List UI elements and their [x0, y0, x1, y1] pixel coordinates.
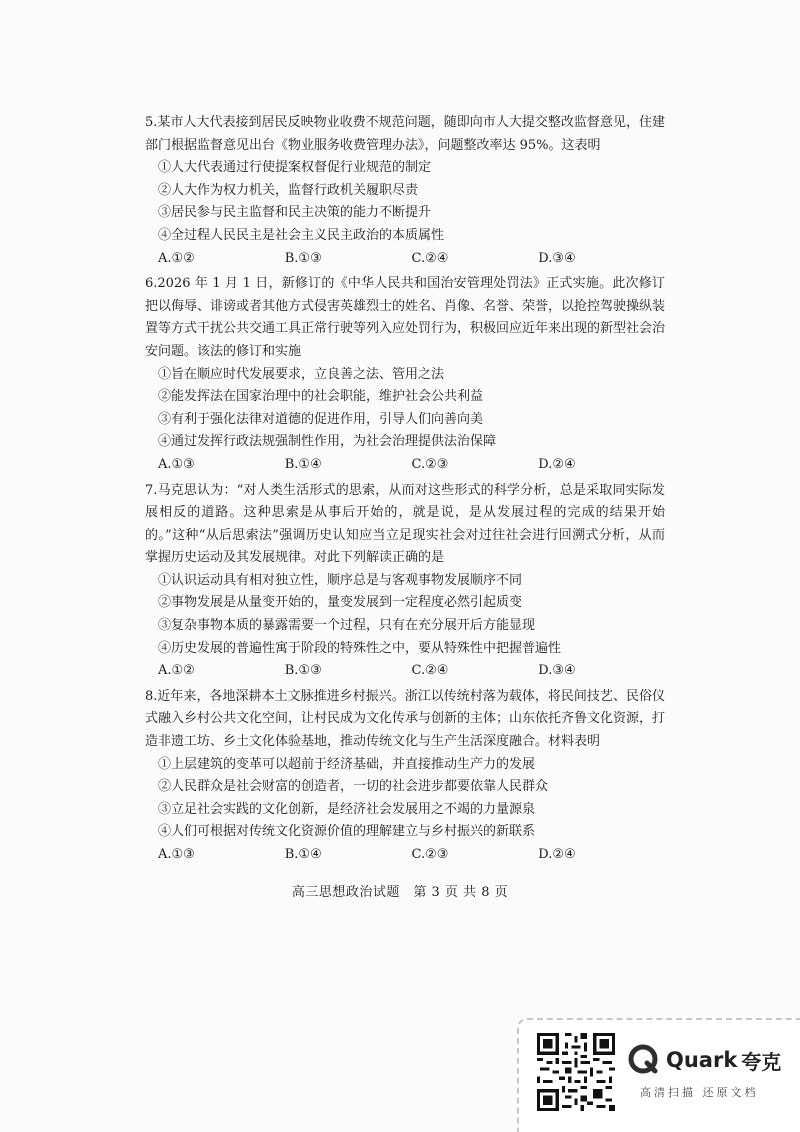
- statement-option: ③立足社会实践的文化创新，是经济社会发展用之不竭的力量源泉: [158, 801, 536, 817]
- question-stem: 7.马克思认为：“对人类生活形式的思索，从而对这些形式的科学分析，总是采取同实际发展相反的道路。这种思索是从事后开始的，就是说，是从发展过程的完成的结果开始的。”这种“从后思索法”强调历史认知应当立足现实社会对过往社会进行回溯式分析，从而掌握历史运动及其发展规律。对此下列解读正确的是: [145, 482, 665, 566]
- choice-d: D.②④: [538, 456, 576, 472]
- choice-b: B.①④: [284, 847, 322, 862]
- answer-choices: [145, 454, 665, 477]
- statement-option: ④历史发展的普遍性寓于阶段的特殊性之中，要从特殊性中把握普遍性: [158, 640, 562, 656]
- choice-c: C.②④: [411, 663, 449, 679]
- question-5: [145, 112, 665, 270]
- statement-option: ①上层建筑的变革可以超前于经济基础，并直接推动生产力的发展: [158, 756, 536, 772]
- quark-brand: [628, 1042, 798, 1112]
- question-stem: 5.某市人大代表接到居民反映物业收费不规范问题，随即向市人大提交整改监督意见，住建部门根据监督意见出台《物业服务收费管理办法》，问题整改率达 95%。这表明: [145, 115, 665, 153]
- question-6: [145, 273, 665, 476]
- statement-option: ①旨在顺应时代发展要求，立良善之法、管用之法: [158, 366, 445, 382]
- choice-c: C.②③: [411, 847, 449, 862]
- choice-a: A.①③: [158, 847, 195, 862]
- statement-option: ③有利于强化法律对道德的促进作用，引导人们向善向美: [158, 411, 484, 427]
- statement-option: ①认识运动具有相对独立性，顺序总是与客观事物发展顺序不同: [158, 572, 523, 588]
- answer-choices: [145, 248, 665, 271]
- statement-option: ③居民参与民主监督和民主决策的能力不断提升: [158, 205, 432, 221]
- choice-b: B.①③: [284, 250, 322, 266]
- statement-option: ③复杂事物本质的暴露需要一个过程，只有在充分展开后方能显现: [158, 618, 536, 634]
- question-list: [145, 112, 665, 870]
- qr-code-icon: [537, 1033, 615, 1111]
- choice-c: C.②③: [411, 456, 449, 472]
- choice-d: D.②④: [538, 847, 576, 862]
- statement-option: ①人大代表通过行使提案权督促行业规范的制定: [158, 160, 432, 176]
- page-footer: 高三思想政治试题 第 3 页 共 8 页: [291, 885, 509, 900]
- brand-tagline: 高清扫描 还原文档: [640, 1086, 759, 1099]
- brand-name: Quark: [666, 1048, 738, 1072]
- question-stem: 8.近年来，各地深耕本土文脉推进乡村振兴。浙江以传统村落为载体，将民间技艺、民俗仪式融入乡村公共文化空间，让村民成为文化传承与创新的主体；山东依托齐鲁文化资源，打造非遗工坊、乡土文化体验基地，推动传统文化与生产生活深度融合。材料表明: [145, 688, 666, 750]
- answer-choices: [145, 844, 665, 867]
- statement-option: ②人大作为权力机关，监督行政机关履职尽责: [158, 182, 419, 198]
- brand-name-cn: 夸克: [741, 1049, 782, 1074]
- question-7: [145, 480, 665, 683]
- choice-a: A.①③: [158, 456, 195, 472]
- choice-c: C.②④: [411, 250, 449, 266]
- statement-option: ④人们可根据对传统文化资源价值的理解建立与乡村振兴的新联系: [158, 824, 536, 840]
- answer-choices: [145, 660, 665, 683]
- statement-option: ②事物发展是从量变开始的，量变发展到一定程度必然引起质变: [158, 595, 523, 611]
- quark-logo-icon: [628, 1044, 660, 1076]
- statement-option: ④通过发挥行政法规强制性作用，为社会治理提供法治保障: [158, 434, 497, 450]
- choice-a: A.①②: [158, 663, 195, 679]
- choice-d: D.③④: [538, 250, 576, 266]
- choice-d: D.③④: [538, 663, 576, 679]
- choice-b: B.①③: [284, 663, 322, 679]
- question-stem: 6.2026 年 1 月 1 日，新修订的《中华人民共和国治安管理处罚法》正式实施。此次修订把以侮辱、诽谤或者其他方式侵害英雄烈士的姓名、肖像、名誉、荣誉，以抢控驾驶操纵装置等方式干扰公共交通工具正常行驶等列入应处罚行为，积极回应近年来出现的新型社会治安问题。该法的修订和实施: [145, 276, 666, 359]
- question-8: [145, 686, 665, 867]
- statement-option: ④全过程人民民主是社会主义民主政治的本质属性: [158, 227, 445, 243]
- statement-option: ②能发挥法在国家治理中的社会职能，维护社会公共利益: [158, 389, 484, 405]
- statement-option: ②人民群众是社会财富的创造者，一切的社会进步都要依靠人民群众: [158, 779, 549, 795]
- choice-a: A.①②: [158, 250, 195, 266]
- brand-row: [628, 1042, 798, 1078]
- choice-b: B.①④: [284, 456, 322, 472]
